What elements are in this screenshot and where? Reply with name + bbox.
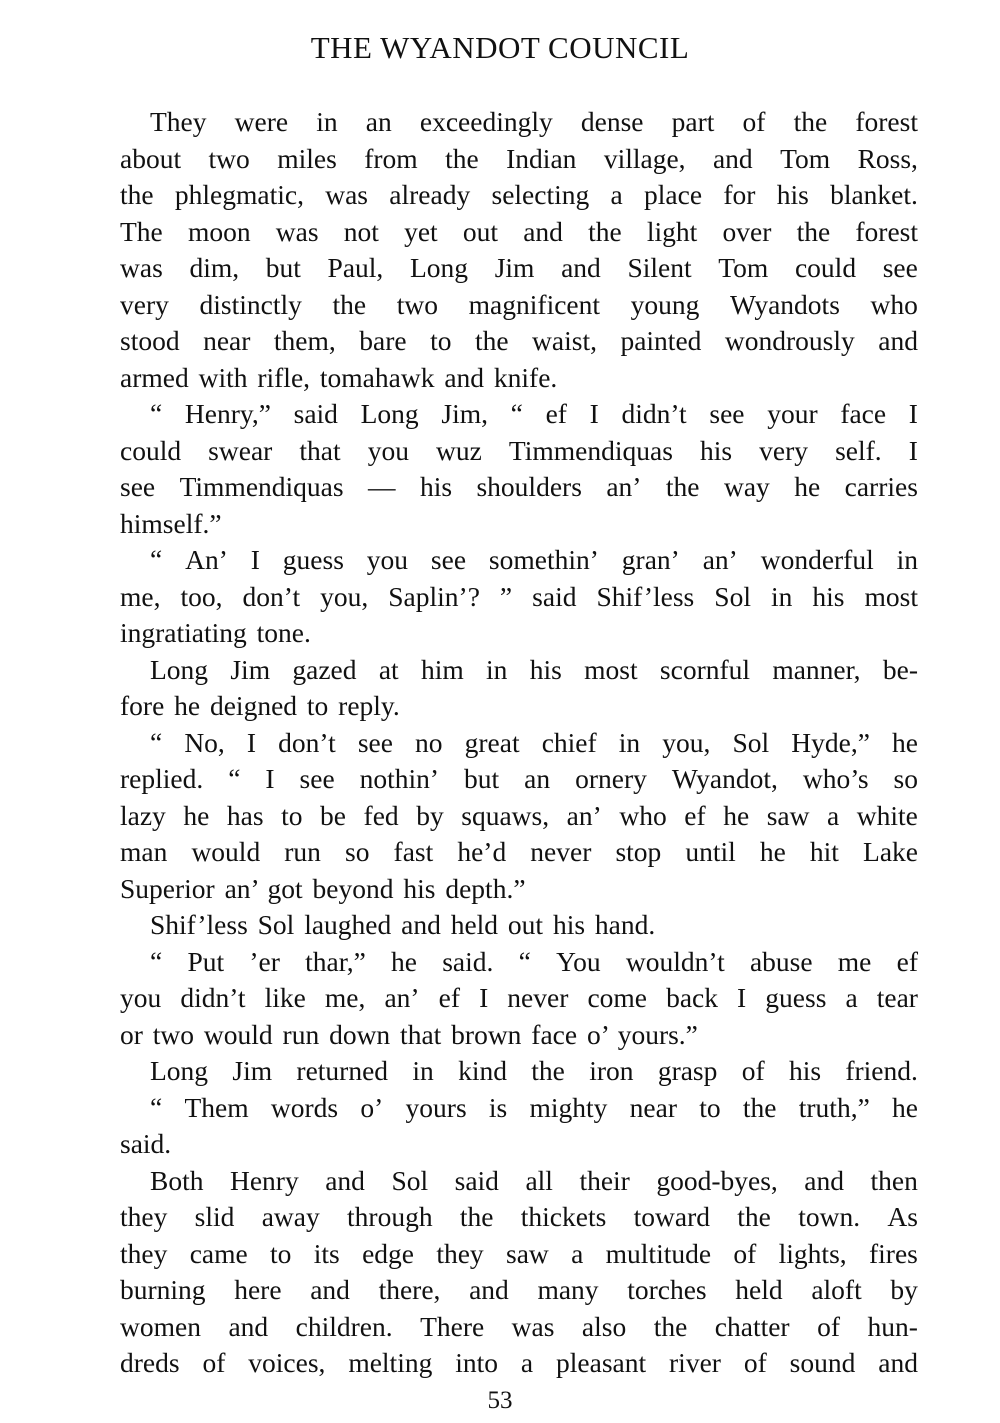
text-line: they came to its edge they saw a multitude of lights, fires xyxy=(120,1237,918,1269)
text-line: “ Put ’er thar,” he said. “ You wouldn’t abuse me ef xyxy=(150,945,918,977)
text-line: was dim, but Paul, Long Jim and Silent Tom could see xyxy=(120,252,918,283)
text-line: women and children. There was also the chatter of hun- xyxy=(120,1310,918,1342)
text-line: or two would run down that brown face o’ yours.” xyxy=(120,1018,698,1050)
text-line: lazy he has to be fed by squaws, an’ who ef he saw a white xyxy=(120,799,918,831)
text-line: himself.” xyxy=(120,507,222,539)
text-line: Shif’less Sol laughed and held out his hand. xyxy=(150,909,656,940)
text-line: me, too, don’t you, Saplin’? ” said Shif’less Sol in his most xyxy=(120,580,918,612)
text-line: “ An’ I guess you see somethin’ gran’ an’ wonderful in xyxy=(150,544,918,575)
text-line: ingratiating tone. xyxy=(120,617,311,648)
text-line: dreds of voices, melting into a pleasant river of sound and xyxy=(120,1347,918,1378)
text-line: replied. “ I see nothin’ but an ornery Wyandot, who’s so xyxy=(120,763,918,794)
text-line: “ No, I don’t see no great chief in you, Sol Hyde,” he xyxy=(150,726,918,758)
text-line: about two miles from the Indian village, and Tom Ross, xyxy=(120,142,918,174)
text-line: They were in an exceedingly dense part of the forest xyxy=(150,106,918,137)
text-line: see Timmendiquas — his shoulders an’ the way he carries xyxy=(120,471,918,502)
text-line: Both Henry and Sol said all their good-byes, and then xyxy=(150,1164,918,1196)
text-line: fore he deigned to reply. xyxy=(120,690,400,721)
text-line: said. xyxy=(120,1128,172,1159)
text-line: burning here and there, and many torches held aloft by xyxy=(120,1274,918,1305)
running-head: THE WYANDOT COUNCIL xyxy=(310,30,690,65)
text-line: stood near them, bare to the waist, painted wondrously and xyxy=(120,325,918,356)
text-line: “ Them words o’ yours is mighty near to the truth,” he xyxy=(150,1091,918,1123)
text-line: they slid away through the thickets toward the town. As xyxy=(120,1201,918,1232)
text-line: could swear that you wuz Timmendiquas his very self. I xyxy=(120,434,918,466)
text-line: man would run so fast he’d never stop until he hit Lake xyxy=(120,836,918,867)
text-line: armed with rifle, tomahawk and knife. xyxy=(120,361,558,393)
text-line: the phlegmatic, was already selecting a place for his blanket. xyxy=(120,179,918,210)
text-line: you didn’t like me, an’ ef I never come back I guess a tear xyxy=(120,982,918,1013)
text-line: “ Henry,” said Long Jim, “ ef I didn’t see your face I xyxy=(150,398,918,429)
text-line: Long Jim gazed at him in his most scornful manner, be- xyxy=(150,653,918,685)
text-line: The moon was not yet out and the light over the forest xyxy=(120,215,918,247)
text-line: Long Jim returned in kind the iron grasp of his friend. xyxy=(150,1055,918,1086)
body-text xyxy=(120,104,918,1382)
page-number: 53 xyxy=(487,1387,513,1414)
text-line: very distinctly the two magnificent young Wyandots who xyxy=(120,288,918,320)
text-line: Superior an’ got beyond his depth.” xyxy=(120,872,526,904)
